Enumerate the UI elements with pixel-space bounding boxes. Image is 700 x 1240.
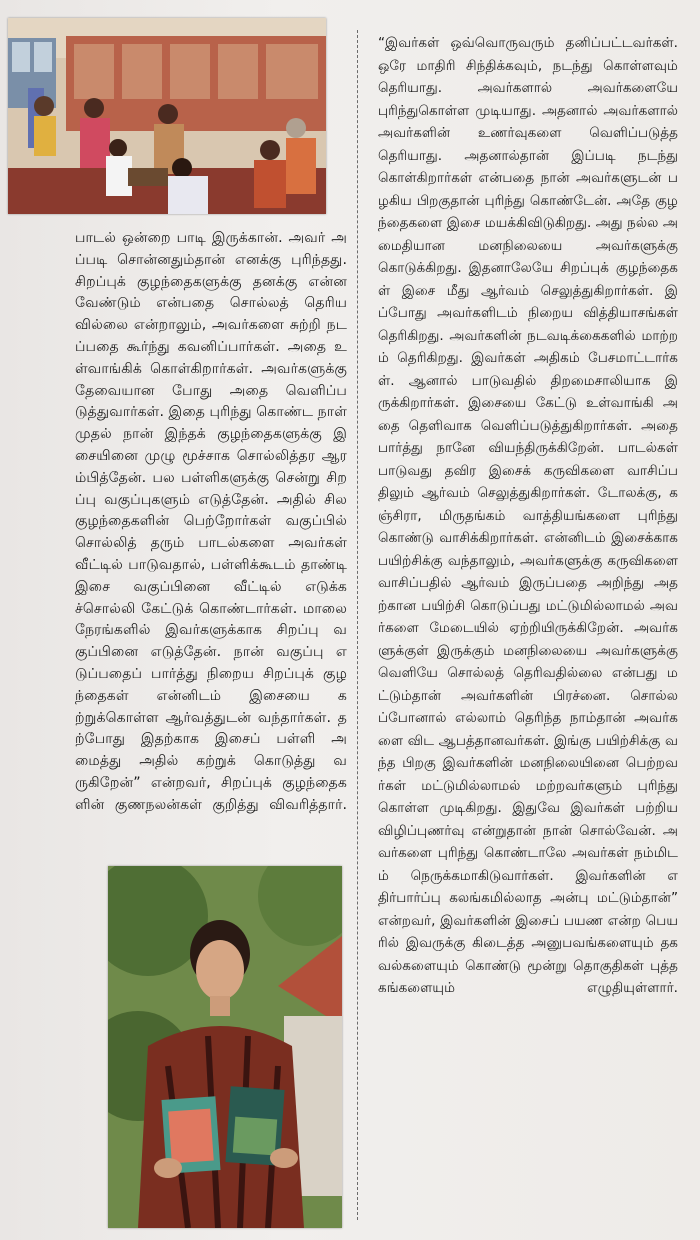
music-class-photo bbox=[8, 18, 326, 214]
column-divider bbox=[357, 30, 359, 1220]
article-right-column: “இவர்கள் ஒவ்வொருவரும் தனிப்பட்டவர்கள். ஒரே மாதிரி சிந்திக்கவும், நடந்து கொள்ளவும் தெரியாது. அவர்களால் அவர்களையே புரிந்துகொள்ள முடியாது. அதனால் அவர்களால் அவர்களின் உணர்வுகளை வெளிப்படுத்த தெரியாது. அதனால்தான் இப்படி நடந்து கொள்கிறார்கள் என்பதை நான் அவர்களுடன் பழகிய பிறகுதான் புரிந்து கொண்டேன். அதே குழந்தைகளை இசை மயக்கிவிடுகிறது. அது நல்ல அமைதியான மனநிலையை அவர்களுக்கு கொடுக்கிறது. இதனாலேயே சிறப்புக் குழந்தைகள் இசை மீது ஆர்வம் செலுத்துகிறார்கள். இப்போது அவர்களிடம் நிறைய வித்தியாசங்கள் தெரிகிறது. அவர்களின் நடவடிக்கைகளில் மாற்றம் தெரிகிறது. இவர்கள் அதிகம் பேசமாட்டார்கள். ஆனால் பாடுவதில் திறமைசாலியாக இருக்கிறார்கள். இசையை கேட்டு உள்வாங்கி அதை தெளிவாக வெளிப்படுத்துகிறார்கள். அதை பார்த்து நானே வியந்திருக்கிறேன். பாடல்கள் பாடுவது தவிர இசைக் கருவிகளை வாசிப்பதிலும் ஆர்வம் செலுத்துகிறார்கள். டோலக்கு, கஞ்சிரா, மிருதங்கம் வாத்தியங்களை புரிந்து கொண்டு வாசிக்கிறார்கள். என்னிடம் இசைக்காக பயிற்சிக்கு வந்தாலும், அவர்களுக்கு கருவிகளை வாசிப்பதில் ஆர்வம் இருப்பதை அறிந்து அதற்கான பயிற்சி கொடுப்பது மட்டுமில்லாமல் அவர்களை மேடையில் ஏற்றியிருக்கிறேன். அவர்களுக்குள் இருக்கும் மனநிலையை அவர்களுக்கு வெளியே சொல்லத் தெரிவதில்லை என்பது மட்டும்தான் அவர்களின் பிரச்னை. சொல்லப்போனால் எல்லாம் தெரிந்த நாம்தான் அவர்களை விட ஆபத்தானவர்கள். இங்கு பயிற்சிக்கு வந்த பிறகு இவர்களின் மனநிலையினை பெற்றவர்கள் மட்டுமில்லாமல் மற்றவர்களும் புரிந்து கொள்ள முடிகிறது. இதுவே இவர்கள் பற்றிய விழிப்புணர்வு என்றுதான் நான் சொல்வேன். அவர்களை புரிந்து கொண்டாலே அவர்கள் நம்மிடம் நெருக்கமாகிடுவார்கள். இவர்களின் எதிர்பார்ப்பு கலங்கமில்லாத அன்பு மட்டும்தான்” என்றவர், இவர்களின் இசைப் பயண என்ற பெயரில் இவருக்கு கிடைத்த அனுபவங்களையும் தகவல்களையும் கொண்டு மூன்று தொகுதிகள் புத்தகங்களையும் எழுதியுள்ளார். bbox=[378, 35, 678, 996]
author-portrait-photo bbox=[108, 866, 342, 1228]
author-portrait-graphic bbox=[108, 866, 342, 1228]
music-class-photo-graphic bbox=[8, 18, 326, 214]
article-left-column: பாடல் ஒன்றை பாடி இருக்கான். அவர் அப்படி சொன்னதும்தான் எனக்கு புரிந்தது. சிறப்புக் குழந்தைகளுக்கு தனக்கு என்ன வேண்டும் என்பதை சொல்லத் தெரியவில்லை என்றாலும், அவர்களை சுற்றி நடப்பதை கூர்ந்து கவனிப்பார்கள். அதை உள்வாங்கிக் கொள்கிறார்கள். அவர்களுக்கு தேவையான போது அதை வெளிப்படுத்துவார்கள். இதை புரிந்து கொண்ட நாள் முதல் நான் இந்தக் குழந்தைகளுக்கு இசையினை முழு மூச்சாக சொல்லித்தர ஆரம்பித்தேன். பல பள்ளிகளுக்கு சென்று சிறப்பு வகுப்புகளும் எடுத்தேன். அதில் சில குழந்தைகளின் பெற்றோர்கள் வகுப்பில் சொல்லித் தரும் பாடல்களை அவர்கள் வீட்டில் பாடுவதால், பள்ளிக்கூடம் தாண்டி இசை வகுப்பினை வீட்டில் எடுக்கச்சொல்லி கேட்டுக் கொண்டார்கள். மாலை நேரங்களில் இவர்களுக்காக சிறப்பு வகுப்பினை எடுத்தேன். நான் வகுப்பு எடுப்பதைப் பார்த்து நிறைய சிறப்புக் குழந்தைகள் என்னிடம் இசையை கற்றுக்கொள்ள ஆர்வத்துடன் வந்தார்கள். தற்போது இதற்காக இசைப் பள்ளி அமைத்து அதில் கற்றுக் கொடுத்து வருகிறேன்” என்றவர், சிறப்புக் குழந்தைகளின் குணநலன்கள் குறித்து விவரித்தார். bbox=[75, 230, 347, 813]
